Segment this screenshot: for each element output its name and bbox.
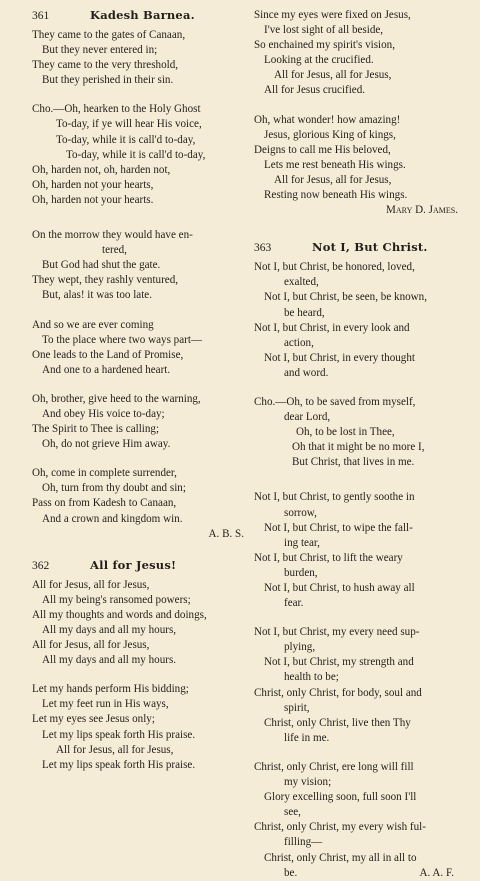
- verse: [32, 228, 254, 303]
- verse: [254, 8, 468, 99]
- verse-line: my vision;: [284, 776, 332, 789]
- verse-line: Not I, but Christ, my every need sup-: [254, 626, 420, 639]
- verse-line: To-day, while it is call'd to-day,: [66, 148, 206, 161]
- verse-line: I've lost sight of all beside,: [264, 24, 384, 37]
- verse-line: Let my lips speak forth His praise.: [42, 728, 196, 741]
- verse-line: see,: [284, 806, 301, 819]
- hymn-title: Not I, But Christ.: [312, 240, 428, 255]
- verse-line: Christ, only Christ, for body, soul and: [254, 686, 422, 699]
- verse-line: Deigns to call me His beloved,: [254, 143, 391, 156]
- verse-line: Not I, but Christ, to wipe the fall-: [264, 521, 413, 534]
- verse-line: Oh, harden not your hearts,: [32, 178, 154, 191]
- hymn-author: Mary D. James.: [386, 204, 458, 217]
- verse-line: Not I, but Christ, in every look and: [254, 321, 410, 334]
- verse-line: They came to the gates of Canaan,: [32, 29, 186, 41]
- verse-line: Christ, only Christ, live then Thy: [264, 716, 411, 729]
- verse-line: Oh, brother, give heed to the warning,: [32, 392, 201, 405]
- verse-line: But they perished in their sin.: [42, 74, 174, 87]
- verse: [32, 682, 254, 773]
- verse-line: So enchained my spirit's vision,: [254, 39, 395, 52]
- verse: [254, 490, 468, 611]
- verse-line: Let my feet run in His ways,: [42, 698, 169, 711]
- verse-line: All my days and all my hours,: [42, 624, 177, 636]
- verse-line: Oh, harden not, oh, harden not,: [32, 163, 171, 176]
- verse-line: burden,: [284, 566, 318, 579]
- verse-line: The Spirit to Thee is calling;: [32, 423, 160, 436]
- verse-line: Lets me rest beneath His wings.: [264, 158, 406, 171]
- verse-line: ing tear,: [284, 536, 320, 549]
- hymn-number: 362: [32, 559, 50, 572]
- verse: [254, 113, 468, 219]
- verse-line: fear.: [284, 597, 304, 610]
- verse-line: To-day, if ye will hear His voice,: [56, 118, 202, 131]
- right-column: [254, 8, 468, 881]
- chorus: [32, 102, 254, 208]
- verse-line: They wept, they rashly ventured,: [32, 274, 179, 287]
- verse-line: Cho.—Oh, to be saved from myself,: [254, 395, 416, 408]
- verse-line: spirit,: [284, 701, 310, 714]
- verse-line: All for Jesus, all for Jesus,: [274, 173, 392, 186]
- verse: [32, 466, 254, 541]
- verse-line: And a crown and kingdom win.: [42, 512, 183, 525]
- verse-line: life in me.: [284, 731, 330, 744]
- verse-line: Oh, to be lost in Thee,: [296, 426, 395, 439]
- verse-line: Oh, come in complete surrender,: [32, 467, 177, 480]
- verse-line: All for Jesus, all for Jesus,: [274, 69, 392, 82]
- verse-line: filling—: [284, 836, 323, 849]
- verse-line: All my being's ransomed powers;: [42, 593, 191, 606]
- verse-line: Not I, but Christ, to lift the weary: [254, 551, 403, 564]
- left-column: [32, 8, 254, 773]
- verse-line: All my days and all my hours.: [42, 654, 177, 667]
- page-number: 361: [32, 10, 50, 22]
- verse-line: Let my lips speak forth His praise.: [42, 758, 196, 771]
- verse-line: All for Jesus, all for Jesus,: [32, 578, 150, 591]
- verse-line: One leads to the Land of Promise,: [32, 348, 184, 361]
- verse-line: Not I, but Christ, be seen, be known,: [264, 291, 427, 304]
- verse-line: To-day, while it is call'd to-day,: [56, 133, 196, 146]
- verse: [32, 578, 254, 669]
- verse: [254, 760, 468, 881]
- verse-line: action,: [284, 336, 314, 349]
- verse-line: dear Lord,: [284, 411, 331, 424]
- verse-line: Not I, but Christ, in every thought: [264, 351, 415, 364]
- verse-line: To the place where two ways part—: [42, 333, 203, 346]
- verse-line: On the morrow they would have en-: [32, 229, 193, 242]
- verse-line: All for Jesus, all for Jesus,: [56, 743, 174, 756]
- verse-line: Christ, only Christ, my every wish ful-: [254, 821, 426, 834]
- verse-line: But God had shut the gate.: [42, 259, 161, 272]
- verse-line: Not I, but Christ, to gently soothe in: [254, 491, 415, 504]
- verse-line: tered,: [102, 244, 127, 257]
- verse-line: Pass on from Kadesh to Canaan,: [32, 497, 177, 510]
- verse-line: Oh, harden not your hearts.: [32, 193, 154, 206]
- chorus: [254, 395, 468, 470]
- hymn-362-header: [32, 558, 254, 576]
- verse: [32, 318, 254, 378]
- verse: [32, 392, 254, 452]
- verse-line: Not I, but Christ, my strength and: [264, 656, 414, 669]
- hymn-number: 363: [254, 242, 272, 255]
- verse-line: Oh that it might be no more I,: [292, 441, 425, 454]
- verse-line: Jesus, glorious King of kings,: [264, 128, 396, 141]
- verse-line: Christ, only Christ, ere long will fill: [254, 760, 414, 773]
- verse-line: Let my hands perform His bidding;: [32, 683, 189, 696]
- verse-line: Cho.—Oh, hearken to the Holy Ghost: [32, 103, 201, 116]
- verse-line: But Christ, that lives in me.: [292, 456, 415, 469]
- verse-line: Glory excelling soon, full soon I'll: [264, 791, 417, 804]
- verse-line: and word.: [284, 366, 329, 379]
- verse-line: And obey His voice to-day;: [42, 407, 165, 420]
- verse-line: All for Jesus, all for Jesus,: [32, 639, 150, 652]
- verse-line: exalted,: [284, 276, 319, 289]
- verse-line: Oh, turn from thy doubt and sin;: [42, 482, 186, 495]
- verse-line: They came to the very threshold,: [32, 59, 179, 72]
- verse: [254, 260, 468, 381]
- verse-line: Not I, but Christ, to hush away all: [264, 582, 415, 594]
- verse-line: Not I, but Christ, be honored, loved,: [254, 261, 415, 274]
- verse-line: Since my eyes were fixed on Jesus,: [254, 9, 411, 21]
- hymn-361-header: [32, 8, 254, 26]
- hymn-363-header: [254, 240, 468, 258]
- verse-line: be heard,: [284, 306, 325, 319]
- verse-line: But, alas! it was too late.: [42, 289, 152, 302]
- verse-line: Resting now beneath His wings.: [264, 189, 408, 202]
- verse-line: Looking at the crucified.: [264, 54, 374, 67]
- verse-last-line: [254, 866, 468, 881]
- verse-line: health to be;: [284, 671, 339, 684]
- verse-line: All for Jesus crucified.: [264, 84, 366, 97]
- verse-line: Oh, what wonder! how amazing!: [254, 113, 401, 126]
- verse-line: And so we are ever coming: [32, 318, 154, 331]
- verse-line: Christ, only Christ, my all in all to: [264, 851, 417, 864]
- verse-line: But they never entered in;: [42, 44, 158, 57]
- verse-line: Oh, do not grieve Him away.: [42, 438, 171, 451]
- hymn-title: All for Jesus!: [90, 557, 177, 572]
- verse: [254, 625, 468, 746]
- verse-line: And one to a hardened heart.: [42, 363, 171, 376]
- verse-line: be.: [284, 866, 298, 879]
- verse: [32, 28, 254, 88]
- verse-line: plying,: [284, 641, 316, 654]
- verse-line: All my thoughts and words and doings,: [32, 608, 207, 621]
- hymn-title: Kadesh Barnea.: [90, 8, 195, 22]
- hymn-author: A. A. F.: [419, 866, 454, 879]
- verse-line: sorrow,: [284, 506, 317, 519]
- verse-line: Let my eyes see Jesus only;: [32, 713, 155, 726]
- hymn-author: A. B. S.: [208, 527, 244, 540]
